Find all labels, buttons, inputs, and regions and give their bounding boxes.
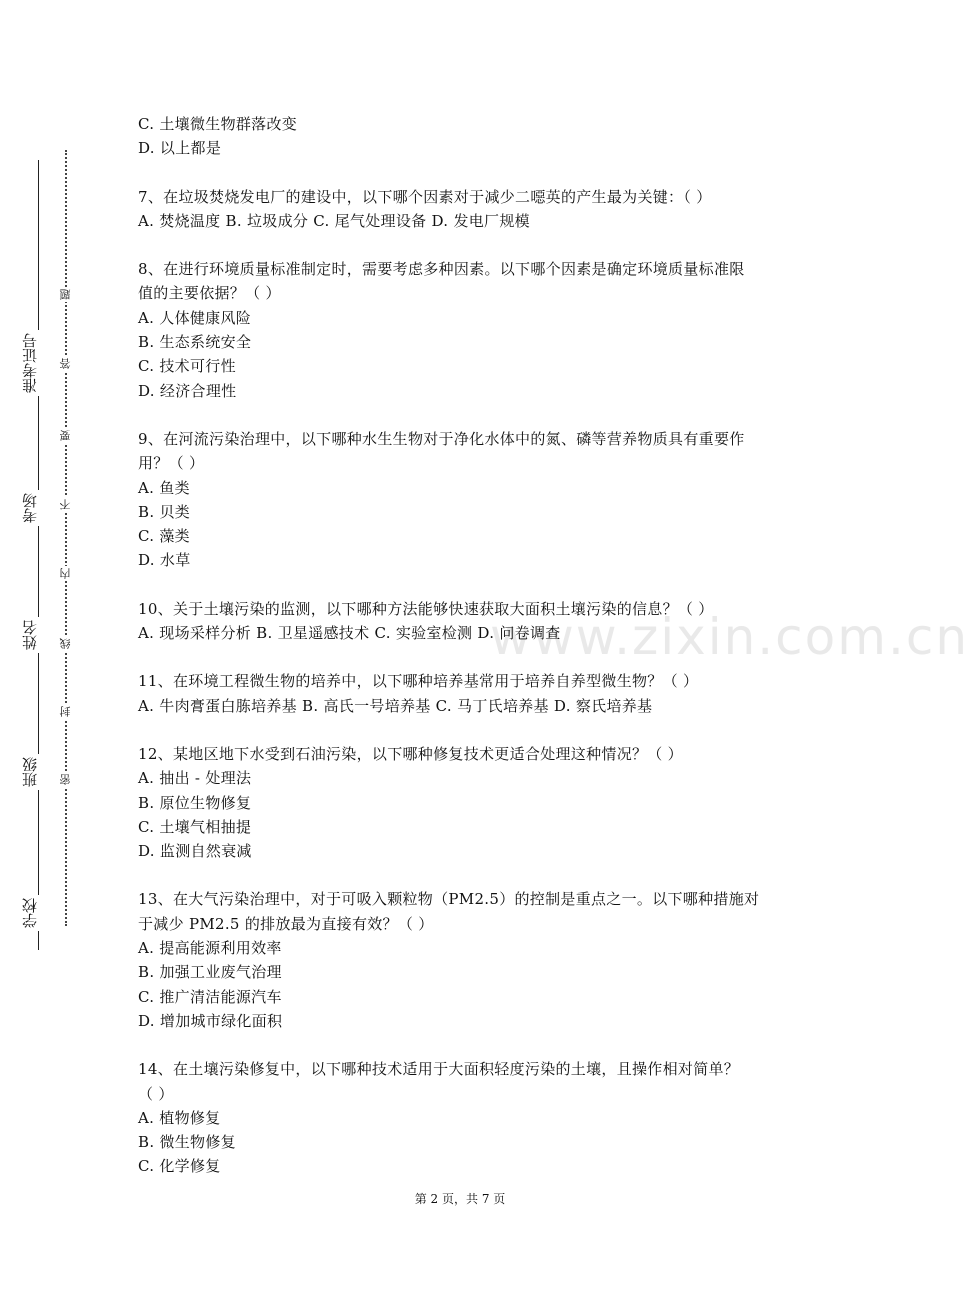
- binding-margin-solid-line: [38, 160, 39, 950]
- question-line: B. 生态系统安全: [138, 333, 252, 352]
- question-block: [138, 1057, 788, 1178]
- question-line: （ ）: [138, 1084, 174, 1103]
- question-line: C. 土壤气相抽提: [138, 817, 252, 836]
- question-line: A. 提高能源利用效率: [138, 939, 282, 958]
- question-block: [138, 887, 788, 1033]
- seal-mark-mi: 密: [59, 774, 72, 785]
- question-line: B. 原位生物修复: [138, 793, 252, 812]
- question-block: [138, 597, 788, 646]
- question-block: [138, 185, 788, 234]
- question-block: [138, 742, 788, 863]
- question-block: [138, 257, 788, 403]
- question-block: [138, 669, 788, 718]
- question-gap: [138, 573, 788, 597]
- seal-mark-bu: 不: [59, 499, 72, 510]
- question-gap: [138, 1033, 788, 1057]
- question-gap: [138, 233, 788, 257]
- class-label: 班级: [19, 754, 41, 790]
- question-line: 14、在土壤污染修复中，以下哪种技术适用于大面积轻度污染的土壤，且操作相对简单？: [138, 1060, 740, 1079]
- question-line: A. 现场采样分析 B. 卫星遥感技术 C. 实验室检测 D. 问卷调查: [138, 624, 561, 643]
- question-line: C. 推广清洁能源汽车: [138, 987, 282, 1006]
- question-line: D. 增加城市绿化面积: [138, 1011, 283, 1030]
- question-line: 用？（ ）: [138, 454, 205, 473]
- question-line: 值的主要依据？（ ）: [138, 284, 281, 303]
- question-line: 12、某地区地下水受到石油污染，以下哪种修复技术更适合处理这种情况？（ ）: [138, 744, 683, 763]
- question-line: D. 以上都是: [138, 139, 222, 158]
- question-line: D. 水草: [138, 551, 191, 570]
- seal-mark-yao: 要: [59, 430, 72, 441]
- question-list: [138, 112, 788, 1179]
- question-block: [138, 427, 788, 573]
- question-line: 13、在大气污染治理中，对于可吸入颗粒物（PM2.5）的控制是重点之一。以下哪种措施对: [138, 890, 760, 909]
- question-line: 于减少 PM2.5 的排放最为直接有效？（ ）: [138, 914, 434, 933]
- watermark: www.zixin.com.cn: [490, 608, 969, 666]
- question-gap: [138, 718, 788, 742]
- question-line: B. 微生物修复: [138, 1133, 236, 1152]
- question-line: C. 化学修复: [138, 1157, 221, 1176]
- exam-room-label: 考场: [19, 490, 41, 526]
- question-line: 10、关于土壤污染的监测，以下哪种方法能够快速获取大面积土壤污染的信息？（ ）: [138, 599, 714, 618]
- question-line: D. 监测自然衰减: [138, 842, 252, 861]
- question-line: 8、在进行环境质量标准制定时，需要考虑多种因素。以下哪个因素是确定环境质量标准限: [138, 260, 745, 279]
- question-gap: [138, 645, 788, 669]
- seal-mark-xian: 线: [59, 638, 72, 649]
- question-line: A. 人体健康风险: [138, 308, 252, 327]
- question-line: B. 贝类: [138, 502, 191, 521]
- page-footer: 第 2 页，共 7 页: [414, 1192, 506, 1206]
- seal-mark-nei: 内: [59, 568, 72, 579]
- question-gap: [138, 403, 788, 427]
- question-line: A. 焚烧温度 B. 垃圾成分 C. 尾气处理设备 D. 发电厂规模: [138, 211, 530, 230]
- admission-number-label: 准考证号: [19, 330, 41, 396]
- question-line: 11、在环境工程微生物的培养中，以下哪种培养基常用于培养自养型微生物？（ ）: [138, 672, 699, 691]
- question-line: A. 抽出 - 处理法: [138, 769, 252, 788]
- seal-mark-feng: 封: [59, 706, 72, 717]
- school-label: 学校: [19, 895, 41, 931]
- name-label: 姓名: [19, 617, 41, 653]
- question-line: 7、在垃圾焚烧发电厂的建设中，以下哪个因素对于减少二噁英的产生最为关键：（ ）: [138, 187, 712, 206]
- question-line: A. 植物修复: [138, 1108, 221, 1127]
- question-line: 9、在河流污染治理中，以下哪种水生生物对于净化水体中的氮、磷等营养物质具有重要作: [138, 429, 745, 448]
- question-line: C. 技术可行性: [138, 357, 236, 376]
- binding-margin-dotted-line: [65, 150, 67, 926]
- question-line: C. 藻类: [138, 527, 190, 546]
- question-line: D. 经济合理性: [138, 381, 237, 400]
- question-gap: [138, 161, 788, 185]
- question-gap: [138, 863, 788, 887]
- question-line: A. 鱼类: [138, 478, 190, 497]
- question-line: A. 牛肉膏蛋白胨培养基 B. 高氏一号培养基 C. 马丁氏培养基 D. 察氏培养基: [138, 696, 653, 715]
- question-line: B. 加强工业废气治理: [138, 963, 282, 982]
- seal-mark-ti: 题: [59, 289, 72, 300]
- seal-mark-da: 答: [59, 358, 72, 369]
- question-line: C. 土壤微生物群落改变: [138, 115, 298, 133]
- question-block: [138, 112, 788, 161]
